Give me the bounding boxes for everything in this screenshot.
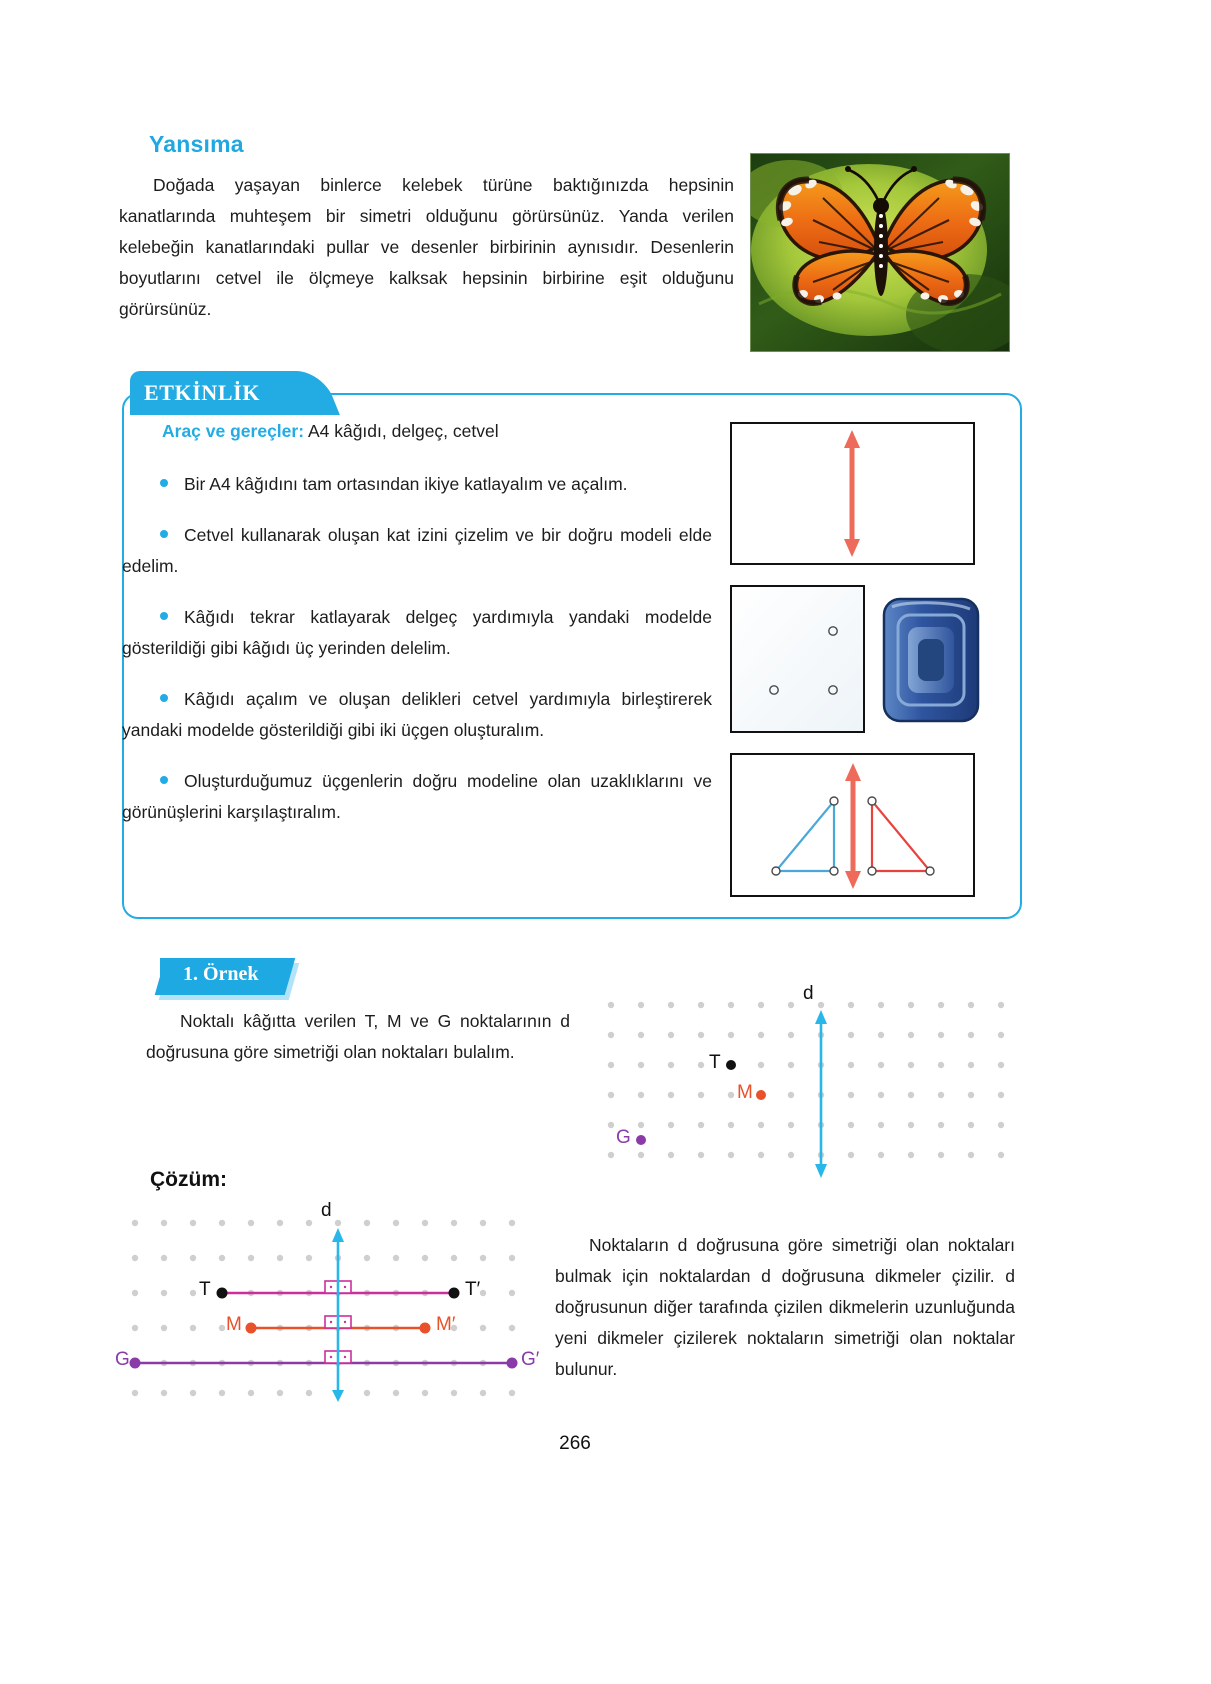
activity-panel-fold <box>730 422 975 565</box>
activity-panel-punched-paper <box>730 585 865 733</box>
solution-text <box>555 1230 1015 1385</box>
solution-text-body: Noktaların d doğrusuna göre simetriği olan noktaları bulmak için noktalardan d doğrusuna dikmeler çizilir. d doğrusunun diğer tarafında çizilen dikmelerin uzunluğunda yeni dikmeler çizilerek noktaların simetriği olan noktalar bulunur. <box>555 1235 1015 1379</box>
tools-label: Araç ve gereçler: <box>162 421 305 441</box>
activity-step-5 <box>122 766 712 828</box>
example-question-text: Noktalı kâğıtta verilen T, M ve G noktalarının d doğrusuna göre simetriği olan noktaları bulalım. <box>146 1011 570 1062</box>
activity-section <box>122 371 1022 919</box>
mirrored-triangles-graphic <box>732 755 973 895</box>
example-line-label: d <box>803 983 814 1004</box>
example-question <box>146 1006 570 1068</box>
tools-line <box>162 421 499 442</box>
hole-punch-tool-icon <box>874 593 989 728</box>
solution-figure <box>115 1200 540 1403</box>
bullet-dot-icon <box>160 612 168 620</box>
bullet-dot-icon <box>160 694 168 702</box>
example-point-label-G: G <box>616 1127 631 1148</box>
activity-step-4-text: Kâğıdı açalım ve oluşan delikleri cetvel yardımıyla birleştirerek yandaki modelde gösterildiği gibi iki üçgen oluşturalım. <box>122 689 712 740</box>
intro-paragraph-text: Doğada yaşayan binlerce kelebek türüne baktığınızda hepsinin kanatlarında muhteşem bir simetri olduğunu görürsünüz. Yanda verilen kelebeğin kanatlarındaki pullar ve desenler birbirinin aynısıdır. Desenlerin boyutlarını cetvel ile ölçmeye kalksak hepsinin birbirine eşit olduğunu görürsünüz. <box>119 175 734 319</box>
intro-paragraph <box>119 170 734 325</box>
activity-panel-triangles <box>730 753 975 897</box>
bullet-dot-icon <box>160 776 168 784</box>
page-number: 266 <box>559 1433 591 1454</box>
activity-step-2 <box>122 520 712 582</box>
bullet-dot-icon <box>160 530 168 538</box>
solution-point-label-G-prime: G′ <box>521 1349 540 1370</box>
example-tag-label: 1. Örnek <box>183 963 259 985</box>
hole-punch-graphic <box>874 593 989 728</box>
activity-step-2-text: Cetvel kullanarak oluşan kat izini çizelim ve bir doğru modeli elde edelim. <box>122 525 712 576</box>
example-point-label-M: M <box>737 1082 753 1103</box>
activity-step-3 <box>122 602 712 664</box>
activity-step-1 <box>122 469 712 500</box>
activity-step-1-text: Bir A4 kâğıdını tam ortasından ikiye katlayalım ve açalım. <box>184 474 628 494</box>
solution-line-label: d <box>321 1200 332 1221</box>
solution-point-label-T: T <box>199 1279 211 1300</box>
butterfly-photo <box>750 153 1010 352</box>
solution-point-label-G: G <box>115 1349 130 1370</box>
activity-step-4 <box>122 684 712 746</box>
example-figure <box>596 983 1026 1180</box>
solution-point-label-M-prime: M′ <box>436 1314 456 1335</box>
solution-point-label-T-prime: T′ <box>465 1279 481 1300</box>
activity-step-5-text: Oluşturduğumuz üçgenlerin doğru modeline olan uzaklıklarını ve görünüşlerini karşılaştıralım. <box>122 771 712 822</box>
punched-paper-graphic <box>732 587 863 731</box>
butterfly-photo-graphic <box>751 154 1009 351</box>
example-dot-grid-graphic <box>596 990 1026 1180</box>
example-point-label-T: T <box>709 1052 721 1073</box>
page-title: Yansıma <box>149 131 244 157</box>
solution-label: Çözüm: <box>150 1168 227 1191</box>
bullet-dot-icon <box>160 479 168 487</box>
fold-line-arrow-graphic <box>732 424 973 563</box>
activity-tab-label: ETKİNLİK <box>144 380 261 405</box>
solution-dot-grid-graphic <box>125 1208 540 1403</box>
tools-value: A4 kâğıdı, delgeç, cetvel <box>307 421 499 441</box>
activity-step-3-text: Kâğıdı tekrar katlayarak delgeç yardımıyla yandaki modelde gösterildiği gibi kâğıdı üç yerinden delelim. <box>122 607 712 658</box>
solution-point-label-M: M <box>226 1314 242 1335</box>
